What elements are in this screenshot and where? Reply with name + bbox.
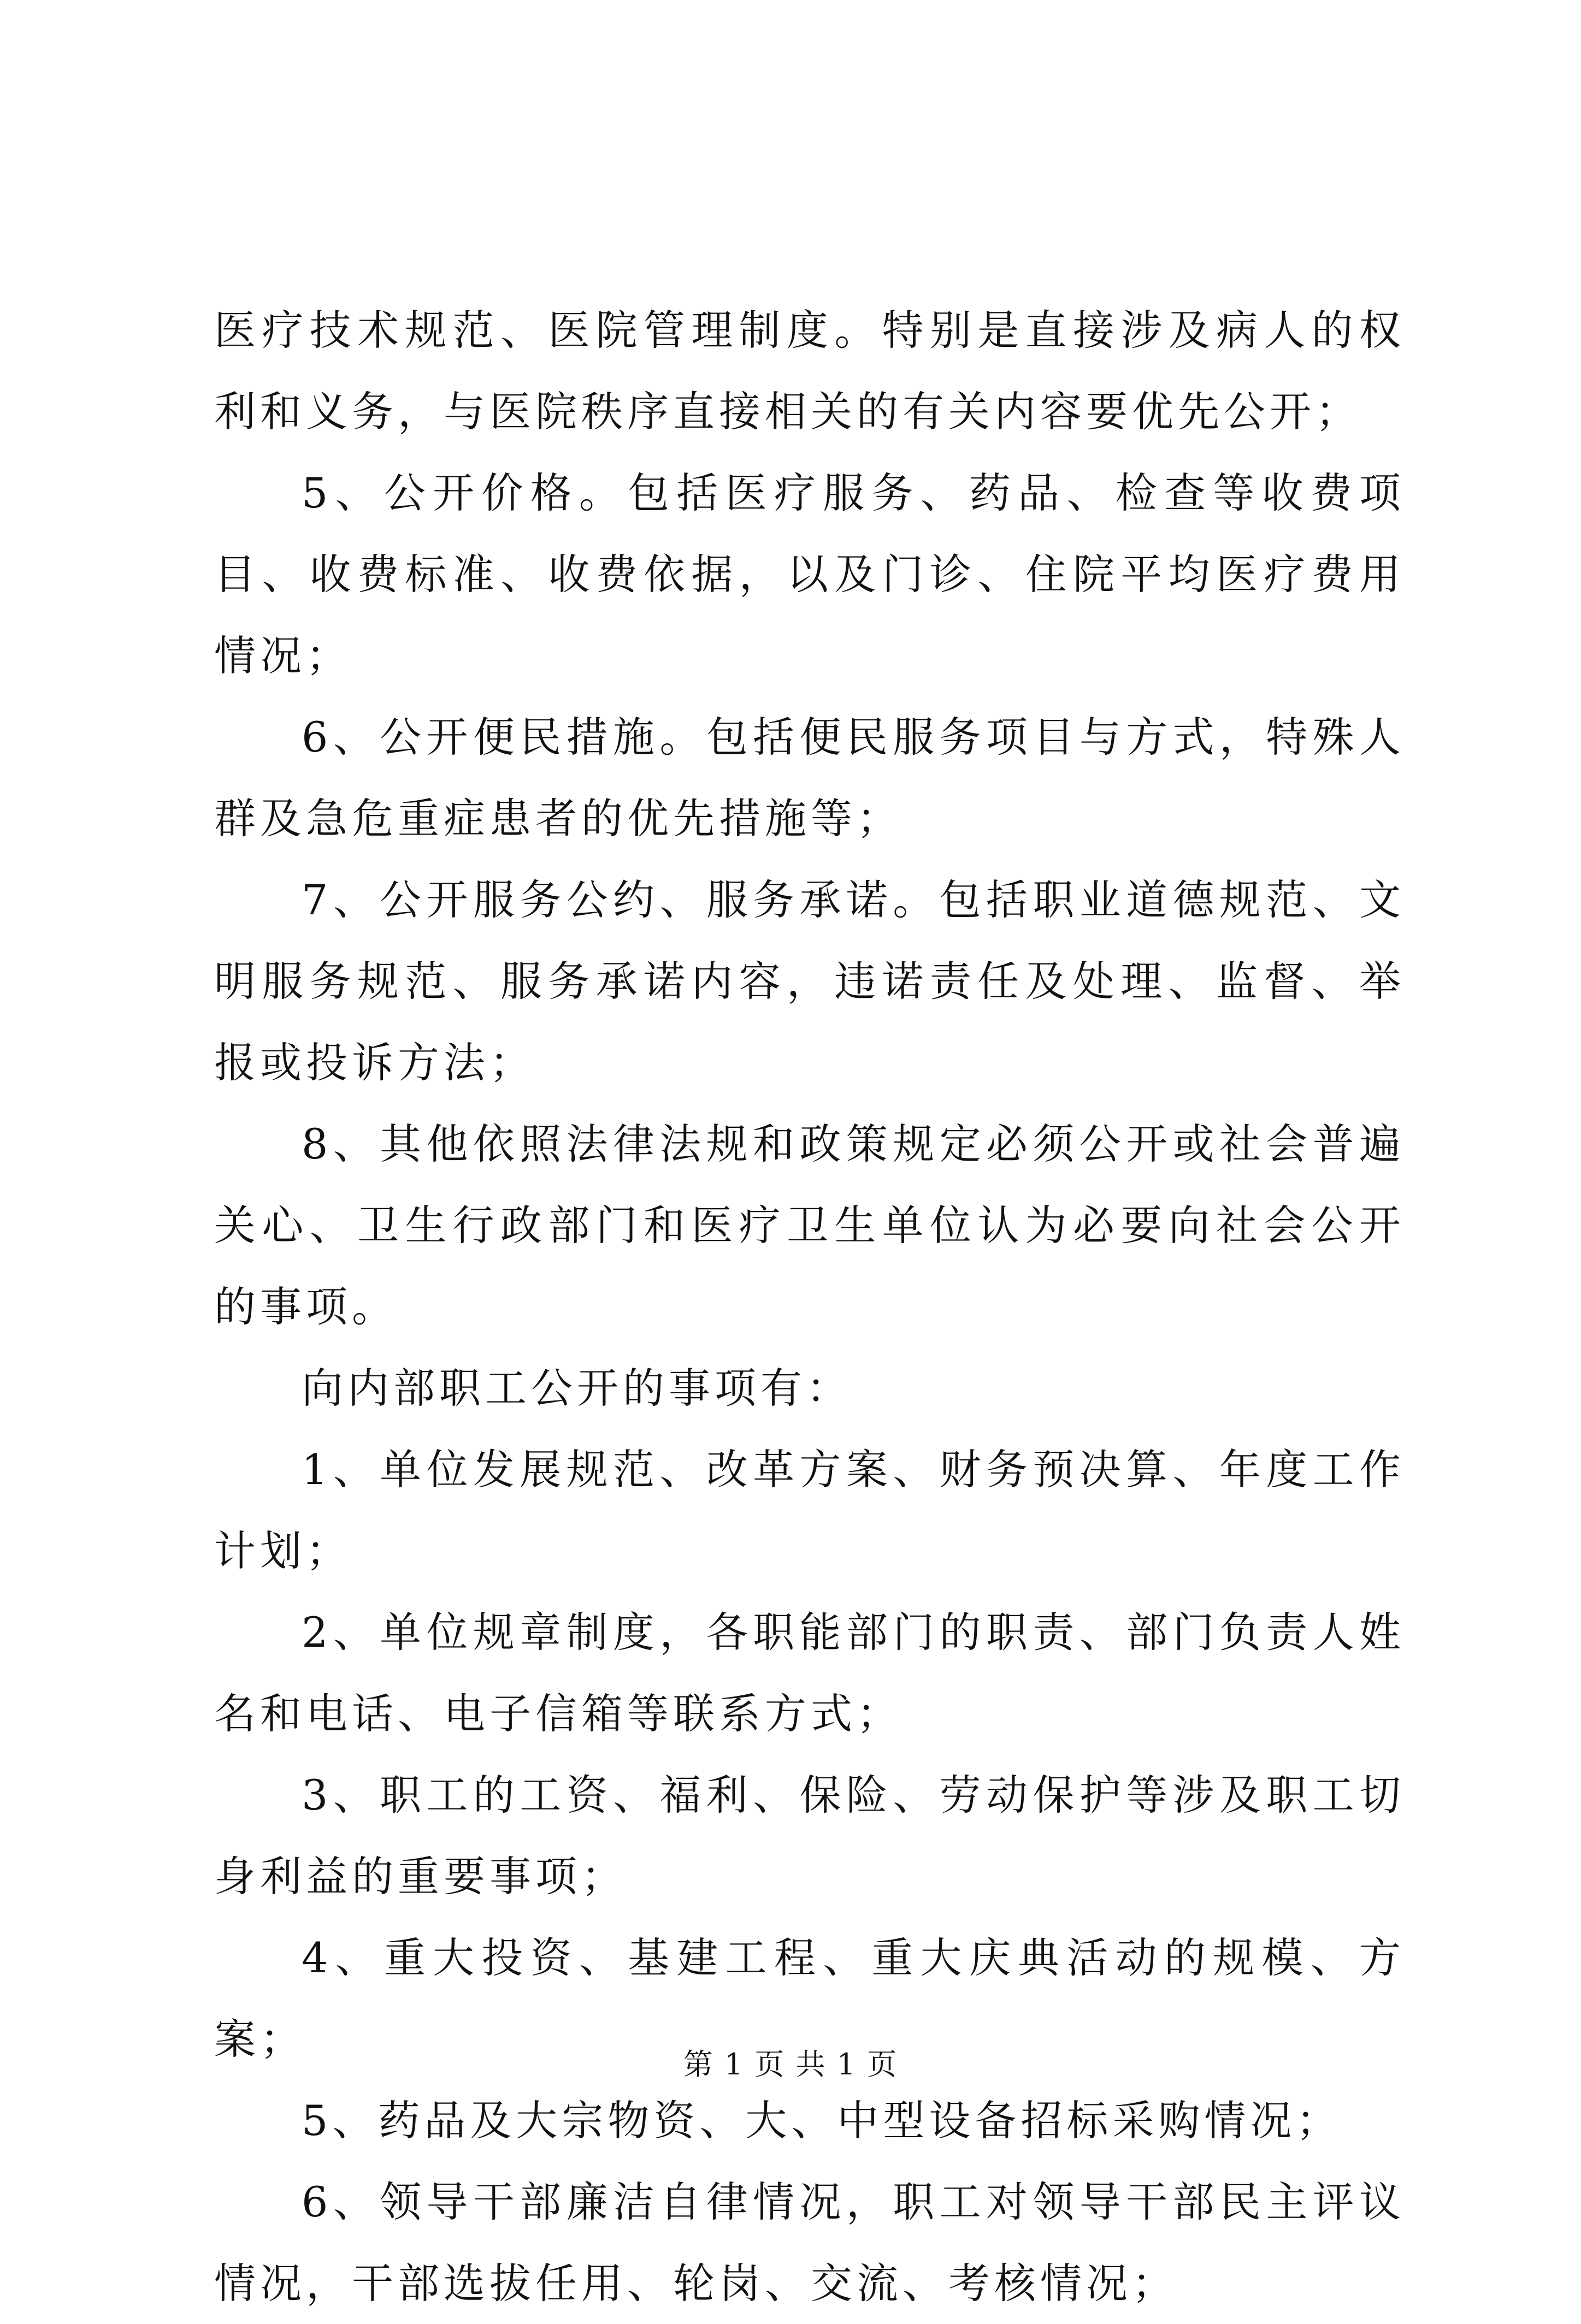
paragraph-7: 1、单位发展规范、改革方案、财务预决算、年度工作计划；	[214, 1445, 1405, 1575]
paragraph-1: 医疗技术规范、医院管理制度。特别是直接涉及病人的权利和义务，与医院秩序直接相关的有关内容要优先公开；	[214, 306, 1405, 436]
paragraph-6: 向内部职工公开的事项有：	[302, 1364, 852, 1412]
paragraph-5: 8、其他依照法律法规和政策规定必须公开或社会普遍关心、卫生行政部门和医疗卫生单位认为必要向社会公开的事项。	[214, 1120, 1405, 1331]
paragraph-8: 2、单位规章制度，各职能部门的职责、部门负责人姓名和电话、电子信箱等联系方式；	[214, 1608, 1405, 1738]
paragraph-3: 6、公开便民措施。包括便民服务项目与方式，特殊人群及急危重症患者的优先措施等；	[214, 713, 1405, 843]
paragraph-11: 5、药品及大宗物资、大、中型设备招标采购情况；	[302, 2096, 1342, 2145]
page-footer: 第 1 页 共 1 页	[683, 2047, 898, 2081]
paragraph-4: 7、公开服务公约、服务承诺。包括职业道德规范、文明服务规范、服务承诺内容，违诺责任及处理、监督、举报或投诉方法；	[214, 876, 1405, 1087]
document-body	[214, 289, 1405, 2324]
paragraph-2: 5、公开价格。包括医疗服务、药品、检查等收费项目、收费标准、收费依据，以及门诊、住院平均医疗费用情况；	[214, 469, 1405, 680]
paragraph-12: 6、领导干部廉洁自律情况，职工对领导干部民主评议情况，干部选拔任用、轮岗、交流、考核情况；	[214, 2178, 1405, 2308]
paragraph-10: 4、重大投资、基建工程、重大庆典活动的规模、方案；	[214, 1933, 1405, 2063]
paragraph-9: 3、职工的工资、福利、保险、劳动保护等涉及职工切身利益的重要事项；	[214, 1771, 1405, 1901]
